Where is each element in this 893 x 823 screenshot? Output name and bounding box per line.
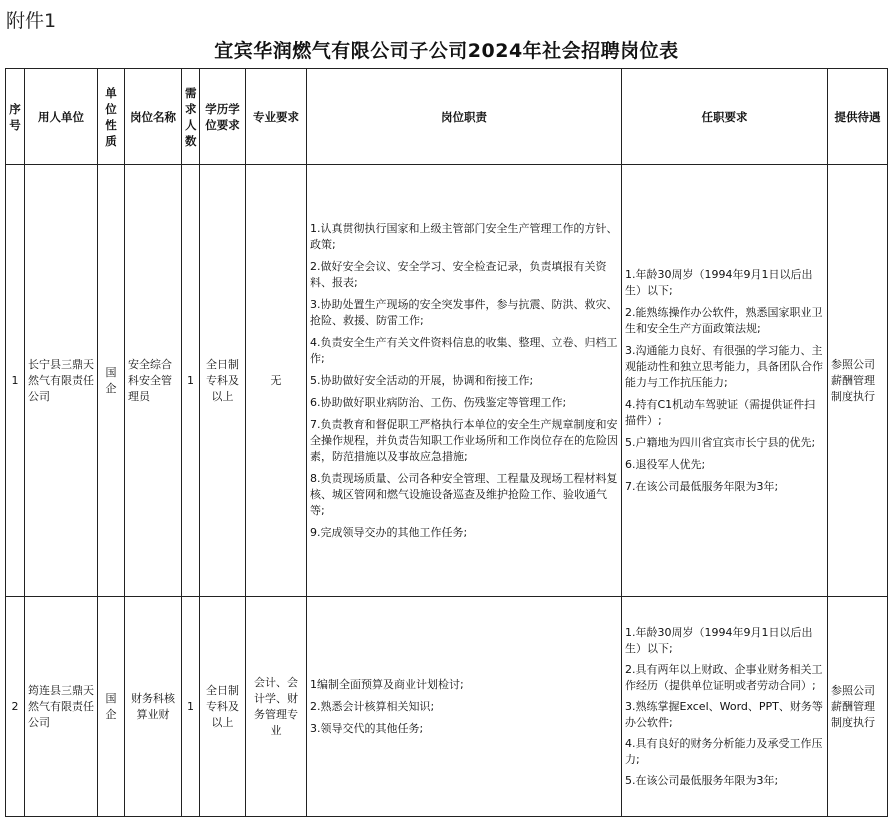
cell-requirements xyxy=(622,165,828,597)
header-major: 专业要求 xyxy=(246,69,307,165)
recruitment-table xyxy=(5,68,888,817)
requirement-line: 1.年龄30周岁（1994年9月1日以后出生）以下; xyxy=(625,625,813,655)
requirement-line: 3.沟通能力良好、有很强的学习能力、主观能动性和独立思考能力，具备团队合作能力与工作抗压能力; xyxy=(625,343,823,389)
header-requirements: 任职要求 xyxy=(622,69,828,165)
header-nature: 单位性质 xyxy=(98,69,125,165)
header-count: 需求人数 xyxy=(182,69,200,165)
table-header-row xyxy=(6,69,888,165)
cell-seq: 1 xyxy=(6,165,25,597)
header-seq: 序号 xyxy=(6,69,25,165)
duty-line: 9.完成领导交办的其他工作任务; xyxy=(310,525,468,539)
cell-position: 财务科核算业财 xyxy=(125,597,182,817)
cell-unit: 筠连县三鼎天然气有限责任公司 xyxy=(25,597,98,817)
duty-line: 4.负责安全生产有关文件资料信息的收集、整理、立卷、归档工作; xyxy=(310,335,618,365)
cell-nature: 国企 xyxy=(98,165,125,597)
header-edu: 学历学位要求 xyxy=(200,69,246,165)
cell-position: 安全综合科安全管理员 xyxy=(125,165,182,597)
cell-major: 无 xyxy=(246,165,307,597)
table-row xyxy=(6,597,888,817)
requirement-line: 4.具有良好的财务分析能力及承受工作压力; xyxy=(625,736,823,766)
requirement-line: 7.在该公司最低服务年限为3年; xyxy=(625,479,779,493)
cell-count: 1 xyxy=(182,165,200,597)
cell-unit: 长宁县三鼎天然气有限责任公司 xyxy=(25,165,98,597)
cell-nature: 国企 xyxy=(98,597,125,817)
cell-benefits: 参照公司薪酬管理制度执行 xyxy=(828,597,888,817)
duty-line: 3.领导交代的其他任务; xyxy=(310,721,424,735)
requirement-line: 6.退役军人优先; xyxy=(625,457,706,471)
attachment-label: 附件1 xyxy=(6,10,57,32)
cell-seq: 2 xyxy=(6,597,25,817)
header-benefits: 提供待遇 xyxy=(828,69,888,165)
cell-duties xyxy=(307,165,622,597)
duty-line: 1编制全面预算及商业计划检讨; xyxy=(310,677,464,691)
duty-line: 6.协助做好职业病防治、工伤、伤残鉴定等管理工作; xyxy=(310,395,567,409)
duty-line: 8.负责现场质量、公司各种安全管理、工程量及现场工程材料复核、城区管网和燃气设施设备巡查及维护抢险工作、验收通气等; xyxy=(310,471,618,517)
requirement-line: 1.年龄30周岁（1994年9月1日以后出生）以下; xyxy=(625,267,813,297)
requirement-line: 5.户籍地为四川省宜宾市长宁县的优先; xyxy=(625,435,816,449)
cell-benefits: 参照公司薪酬管理制度执行 xyxy=(828,165,888,597)
duty-line: 3.协助处置生产现场的安全突发事件，参与抗震、防洪、救灾、抢险、救援、防雷工作; xyxy=(310,297,618,327)
requirement-line: 2.具有两年以上财政、企事业财务相关工作经历（提供单位证明或者劳动合同）; xyxy=(625,662,823,692)
cell-edu: 全日制专科及以上 xyxy=(200,597,246,817)
requirement-line: 2.能熟练操作办公软件，熟悉国家职业卫生和安全生产方面政策法规; xyxy=(625,305,823,335)
duty-line: 2.熟悉会计核算相关知识; xyxy=(310,699,435,713)
duty-line: 2.做好安全会议、安全学习、安全检查记录，负责填报有关资料、报表; xyxy=(310,259,607,289)
duty-line: 7.负责教育和督促职工严格执行本单位的安全生产规章制度和安全操作规程，并负责告知职工作业场所和工作岗位存在的危险因素，防范措施以及事故应急措施; xyxy=(310,417,618,463)
requirement-line: 5.在该公司最低服务年限为3年; xyxy=(625,773,779,787)
cell-duties xyxy=(307,597,622,817)
header-duties: 岗位职责 xyxy=(307,69,622,165)
page-title: 宜宾华润燃气有限公司子公司2024年社会招聘岗位表 xyxy=(214,40,679,62)
duty-line: 5.协助做好安全活动的开展，协调和衔接工作; xyxy=(310,373,534,387)
cell-major: 会计、会计学、财务管理专业 xyxy=(246,597,307,817)
requirement-line: 3.熟练掌握Excel、Word、PPT、财务等办公软件; xyxy=(625,699,823,729)
header-unit: 用人单位 xyxy=(25,69,98,165)
cell-count: 1 xyxy=(182,597,200,817)
duty-line: 1.认真贯彻执行国家和上级主管部门安全生产管理工作的方针、政策; xyxy=(310,221,618,251)
header-position: 岗位名称 xyxy=(125,69,182,165)
cell-edu: 全日制专科及以上 xyxy=(200,165,246,597)
requirement-line: 4.持有C1机动车驾驶证（需提供证件扫描件）; xyxy=(625,397,816,427)
cell-requirements xyxy=(622,597,828,817)
table-row xyxy=(6,165,888,597)
